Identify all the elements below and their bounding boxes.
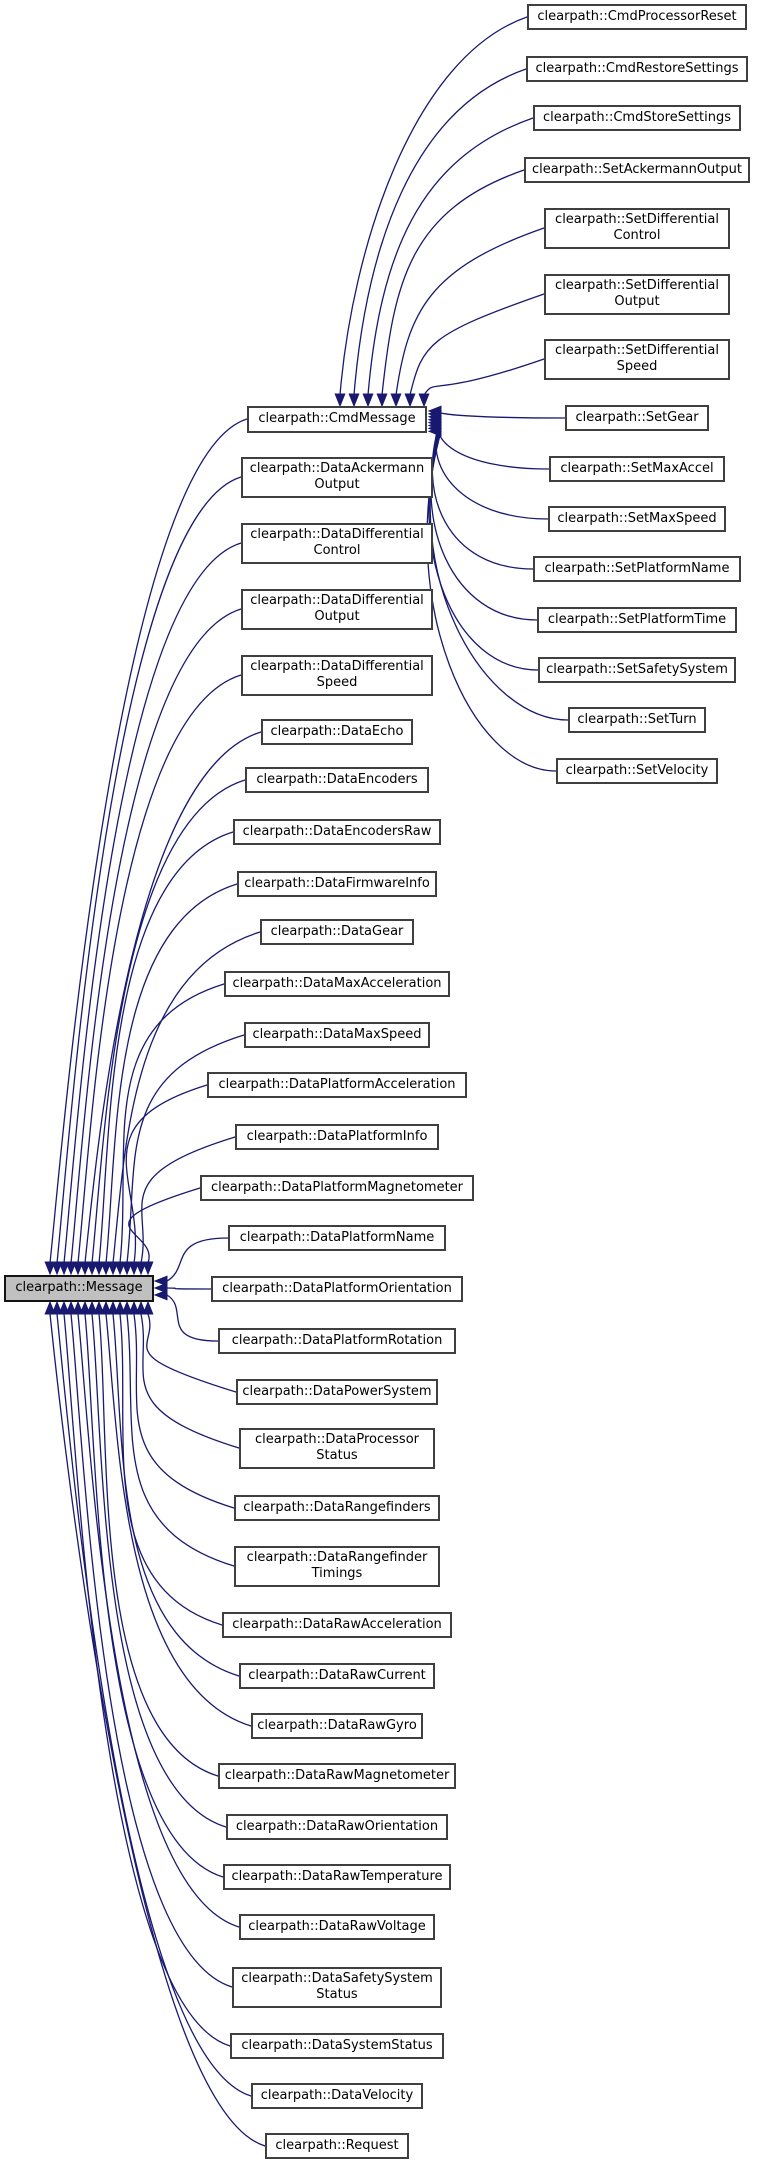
- graph-node-clearpath-datarawacceleration[interactable]: [222, 1612, 452, 1638]
- node-label: clearpath::SetPlatformTime: [547, 612, 727, 627]
- graph-node-clearpath-datadifferentialoutput[interactable]: [241, 589, 433, 630]
- graph-node-clearpath-dataencoders[interactable]: [245, 767, 429, 793]
- inheritance-edge: [120, 984, 224, 1263]
- inheritance-edge: [113, 1314, 239, 1676]
- graph-node-clearpath-setdifferentialoutput[interactable]: [544, 274, 730, 315]
- graph-node-clearpath-setackermannoutput[interactable]: [524, 157, 750, 183]
- graph-node-clearpath-message: [4, 1275, 154, 1302]
- node-label: clearpath::DataPlatformOrientation: [222, 1281, 452, 1296]
- node-label: clearpath::SetDifferential: [555, 212, 719, 227]
- arrowhead: [363, 394, 373, 406]
- inheritance-edge: [382, 170, 524, 395]
- node-label: clearpath::DataEncodersRaw: [242, 824, 432, 839]
- node-label: clearpath::SetAckermannOutput: [532, 162, 742, 177]
- node-label: clearpath::SetSafetySystem: [546, 662, 728, 677]
- node-label: clearpath::DataGear: [270, 924, 404, 939]
- node-label: clearpath::DataSystemStatus: [241, 2038, 433, 2053]
- node-label: clearpath::DataPlatformInfo: [246, 1129, 428, 1144]
- graph-node-clearpath-dataecho[interactable]: [261, 719, 413, 745]
- graph-node-clearpath-dataprocessorstatus[interactable]: [239, 1428, 435, 1469]
- inheritance-edge: [167, 1288, 211, 1289]
- arrowhead: [45, 1302, 55, 1314]
- node-label: clearpath::DataRawAcceleration: [232, 1617, 442, 1632]
- node-label: clearpath::DataSafetySystem: [241, 1971, 433, 1986]
- inheritance-edge: [50, 419, 247, 1263]
- graph-node-clearpath-setmaxaccel[interactable]: [549, 456, 725, 482]
- graph-node-clearpath-setplatformname[interactable]: [533, 556, 741, 582]
- node-label: clearpath::DataFirmwareInfo: [244, 876, 430, 891]
- graph-node-clearpath-datarawmagnetometer[interactable]: [218, 1763, 456, 1789]
- inheritance-edge: [127, 1035, 244, 1263]
- node-label: clearpath::SetDifferential: [555, 278, 719, 293]
- node-label: clearpath::DataAckermann: [249, 461, 425, 476]
- node-label: clearpath::DataRawMagnetometer: [224, 1768, 450, 1783]
- node-label: clearpath::DataEncoders: [256, 772, 418, 787]
- node-label: Timings: [311, 1566, 363, 1581]
- graph-node-clearpath-setdifferentialcontrol[interactable]: [544, 208, 730, 249]
- graph-node-clearpath-dataackermannoutput[interactable]: [241, 457, 433, 498]
- node-label: clearpath::DataRawCurrent: [248, 1668, 426, 1683]
- node-label: clearpath::DataPowerSystem: [242, 1384, 432, 1399]
- node-label: clearpath::DataMaxAcceleration: [232, 976, 442, 991]
- node-label: clearpath::DataRangefinder: [246, 1550, 428, 1565]
- node-label: clearpath::Request: [275, 2138, 399, 2153]
- node-label: clearpath::SetGear: [575, 410, 699, 425]
- arrowhead: [155, 1290, 167, 1300]
- node-label: clearpath::DataRangefinders: [243, 1500, 431, 1515]
- graph-node-clearpath-dataplatformacceleration[interactable]: [207, 1072, 467, 1098]
- node-label: Status: [316, 1987, 358, 2002]
- node-label: clearpath::DataDifferential: [250, 659, 424, 674]
- node-label: Speed: [616, 359, 658, 374]
- node-label: clearpath::SetPlatformName: [544, 561, 730, 576]
- inheritance-edge: [50, 1314, 265, 2146]
- inheritance-edge: [126, 1085, 207, 1263]
- arrowhead: [377, 394, 387, 406]
- node-label: clearpath::DataMaxSpeed: [252, 1027, 422, 1042]
- graph-node-clearpath-cmdprocessorreset[interactable]: [527, 4, 747, 30]
- arrowhead: [349, 394, 359, 406]
- inheritance-edge: [120, 1314, 222, 1625]
- arrowhead: [405, 394, 415, 406]
- node-label: clearpath::CmdRestoreSettings: [535, 61, 739, 76]
- node-label: clearpath::DataVelocity: [260, 2088, 414, 2103]
- node-label: clearpath::DataRawVoltage: [248, 1919, 426, 1934]
- node-label: clearpath::SetMaxSpeed: [557, 511, 717, 526]
- inheritance-edge: [354, 69, 526, 395]
- graph-node-clearpath-datarawvoltage[interactable]: [239, 1914, 435, 1940]
- graph-node-clearpath-datarawgyro[interactable]: [251, 1713, 423, 1739]
- graph-node-clearpath-datasafetysystemstatus[interactable]: [232, 1967, 442, 2008]
- graph-node-clearpath-datavelocity[interactable]: [251, 2083, 423, 2109]
- node-label: Output: [314, 477, 360, 492]
- graph-node-clearpath-dataplatformmagnetometer[interactable]: [200, 1175, 474, 1201]
- inheritance-edge: [439, 411, 565, 418]
- node-label: clearpath::DataProcessor: [254, 1432, 420, 1447]
- graph-node-clearpath-request[interactable]: [265, 2133, 409, 2159]
- arrowhead: [143, 1262, 153, 1274]
- node-label: clearpath::DataPlatformAcceleration: [218, 1077, 456, 1092]
- arrowhead: [335, 394, 345, 406]
- graph-node-clearpath-dataplatformorientation[interactable]: [211, 1276, 463, 1302]
- inheritance-edge: [437, 414, 549, 469]
- graph-node-clearpath-datagear[interactable]: [260, 919, 414, 945]
- node-label: clearpath::DataRawOrientation: [235, 1819, 439, 1834]
- node-label: clearpath::DataDifferential: [250, 527, 424, 542]
- inheritance-edge: [129, 1188, 200, 1263]
- inheritance-edge: [106, 1314, 251, 1726]
- graph-node-clearpath-setgear[interactable]: [565, 405, 709, 431]
- inheritance-edge: [57, 477, 241, 1263]
- graph-node-clearpath-setvelocity[interactable]: [556, 758, 718, 784]
- node-label: clearpath::DataPlatformRotation: [231, 1333, 443, 1348]
- node-label: Status: [316, 1448, 358, 1463]
- graph-node-clearpath-dataplatformname[interactable]: [228, 1225, 446, 1251]
- inheritance-edge: [57, 1314, 251, 2096]
- inheritance-edge: [340, 17, 527, 395]
- node-label: Speed: [316, 675, 358, 690]
- graph-node-clearpath-datafirmwareinfo[interactable]: [237, 871, 437, 897]
- inheritance-edge: [99, 1314, 218, 1776]
- node-label: Output: [314, 609, 360, 624]
- node-label: clearpath::DataRawTemperature: [231, 1869, 443, 1884]
- graph-node-clearpath-cmdstoresettings[interactable]: [533, 105, 741, 131]
- arrowhead: [419, 394, 429, 406]
- node-label: clearpath::SetTurn: [577, 712, 697, 727]
- arrowhead: [391, 394, 401, 406]
- node-label: Output: [614, 294, 660, 309]
- graph-node-clearpath-dataencodersraw[interactable]: [233, 819, 441, 845]
- node-label: clearpath::DataPlatformMagnetometer: [210, 1180, 464, 1195]
- graph-node-clearpath-setsafetysystem[interactable]: [538, 657, 736, 683]
- inheritance-edge: [436, 417, 548, 519]
- node-label: clearpath::SetVelocity: [565, 763, 709, 778]
- inheritance-edge: [431, 423, 537, 620]
- graph-node-clearpath-setdifferentialspeed[interactable]: [544, 339, 730, 380]
- graph-node-clearpath-setmaxspeed[interactable]: [548, 506, 726, 532]
- inheritance-edge: [368, 118, 533, 395]
- node-label: Control: [613, 228, 661, 243]
- inheritance-edge: [432, 420, 533, 569]
- node-label: clearpath::Message: [15, 1280, 143, 1295]
- graph-node-clearpath-datapowersystem[interactable]: [236, 1379, 438, 1405]
- inheritance-edge: [78, 1314, 239, 1927]
- node-label: clearpath::DataDifferential: [250, 593, 424, 608]
- node-label: clearpath::SetMaxAccel: [560, 461, 714, 476]
- node-label: clearpath::CmdStoreSettings: [542, 110, 732, 125]
- node-label: clearpath::DataPlatformName: [239, 1230, 435, 1245]
- graph-node-clearpath-dataplatforminfo[interactable]: [235, 1124, 439, 1150]
- node-label: Control: [313, 543, 361, 558]
- node-label: clearpath::CmdMessage: [258, 411, 416, 426]
- graph-node-clearpath-datarawtemperature[interactable]: [223, 1864, 451, 1890]
- graph-node-clearpath-datarangefinders[interactable]: [234, 1495, 440, 1521]
- graph-node-clearpath-datadifferentialcontrol[interactable]: [241, 523, 433, 564]
- graph-node-clearpath-setturn[interactable]: [568, 707, 706, 733]
- graph-node-clearpath-datamaxspeed[interactable]: [244, 1022, 430, 1048]
- graph-node-clearpath-cmdrestoresettings[interactable]: [526, 56, 748, 82]
- graph-node-clearpath-datasystemstatus[interactable]: [230, 2033, 444, 2059]
- node-label: clearpath::SetDifferential: [555, 343, 719, 358]
- node-label: clearpath::DataEcho: [270, 724, 404, 739]
- node-label: clearpath::CmdProcessorReset: [537, 9, 737, 24]
- graph-node-clearpath-datarangefindertimings[interactable]: [234, 1546, 440, 1587]
- inheritance-edge: [396, 228, 544, 395]
- graph-node-clearpath-datamaxacceleration[interactable]: [224, 971, 450, 997]
- inheritance-edge: [167, 1238, 228, 1281]
- node-label: clearpath::DataRawGyro: [257, 1718, 417, 1733]
- graph-node-clearpath-datadifferentialspeed[interactable]: [241, 655, 433, 696]
- graph-node-clearpath-datarawcurrent[interactable]: [239, 1663, 435, 1689]
- graph-node-clearpath-dataraworientation[interactable]: [226, 1814, 448, 1840]
- graph-node-clearpath-dataplatformrotation[interactable]: [218, 1328, 456, 1354]
- inheritance-edge: [410, 294, 544, 395]
- inheritance-edge: [64, 1314, 230, 2046]
- graph-node-clearpath-cmdmessage[interactable]: [247, 406, 427, 433]
- graph-node-clearpath-setplatformtime[interactable]: [537, 607, 737, 633]
- inheritance-edge: [424, 359, 544, 395]
